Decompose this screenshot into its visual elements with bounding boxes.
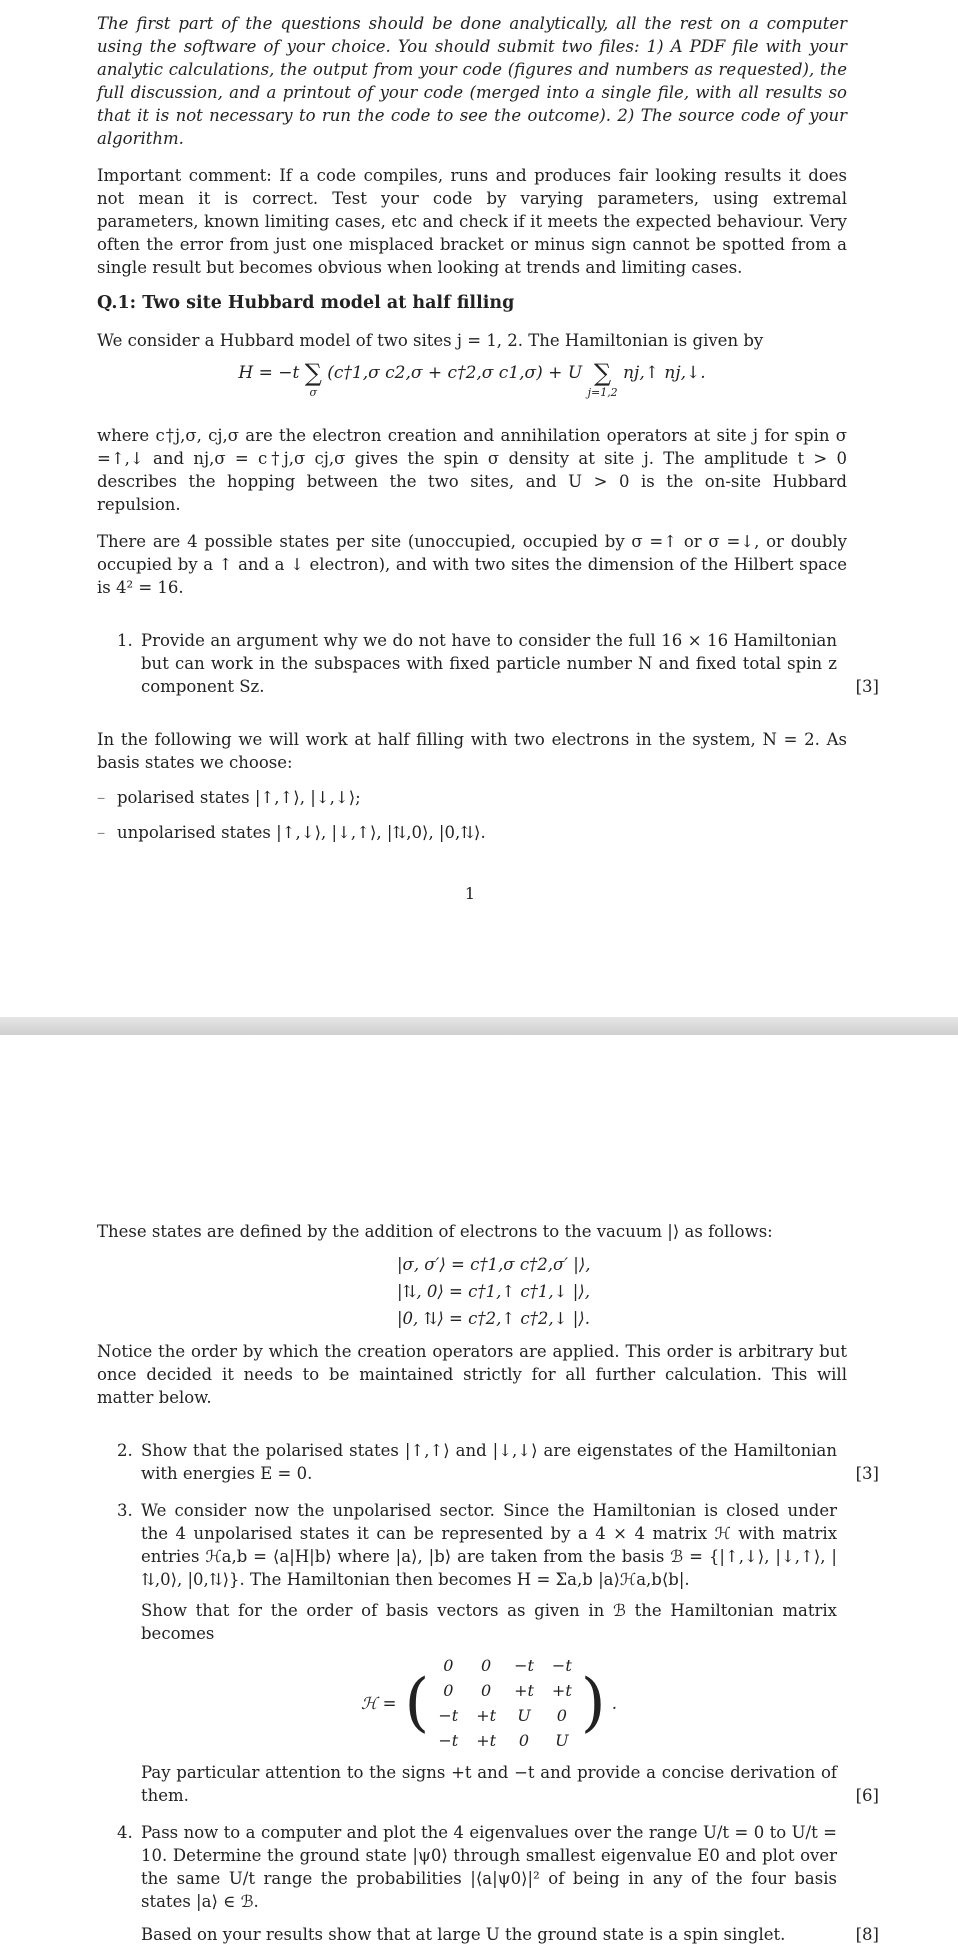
ham-terms: (c†1,σ c2,σ + c†2,σ c1,σ) + U	[327, 363, 583, 383]
q4-marks: [8]	[855, 1925, 879, 1944]
hubbard-intro: We consider a Hubbard model of two sites j = 1, 2. The Hamiltonian is given by	[97, 331, 764, 350]
bullet-dash: –	[97, 823, 106, 842]
matrix-cell: U	[517, 1706, 531, 1725]
matrix-cell: 0	[518, 1731, 530, 1750]
operator-definitions: where c†j,σ, cj,σ are the electron creation and annihilation operators at site j for spin σ =↑,↓ and nj,σ = c†j,σ cj,σ gives the spin σ density at site j. The amplitude t > 0 describes the hopping between the two sites, and U > 0 is the on-site Hubbard repulsion.	[97, 426, 847, 514]
ham-end: nj,↑ nj,↓.	[623, 363, 706, 383]
q1-marks: [3]	[855, 677, 879, 696]
order-notice: Notice the order by which the creation operators are applied. This order is arbitrary but once decided it needs to be maintained strictly for all further calculation. This will matter below.	[97, 1342, 847, 1407]
q3-text-3: Pay particular attention to the signs +t and −t and provide a concise derivation of them.	[141, 1763, 837, 1805]
matrix-cell: −t	[514, 1656, 534, 1675]
page-2-content	[97, 1220, 879, 1946]
matrix-lhs: ℋ =	[361, 1693, 397, 1713]
def-sigma: |σ, σ′⟩ = c†1,σ c†2,σ′ |⟩,	[397, 1255, 591, 1274]
paren-left: (	[404, 1666, 430, 1740]
sum-symbol-1: ∑	[304, 359, 322, 387]
question-3	[97, 1499, 879, 1807]
matrix-cell: U	[555, 1731, 569, 1750]
sum-sub-1: σ	[309, 386, 318, 399]
hamiltonian-matrix	[141, 1653, 837, 1753]
page-number: 1	[464, 884, 476, 903]
q4-number: 4.	[117, 1823, 133, 1842]
intro-paragraph: The first part of the questions should be done analytically, all the rest on a computer using the software of your choice. You should submit two files: 1) A PDF file with your analytic calculations, the output from your code (figures and numbers as requested), the full discussion, and a printout of your code (merged into a single file, with all results so that it is not necessary to run the code to see the outcome). 2) The source code of your algorithm.	[97, 14, 847, 148]
matrix-cell: −t	[438, 1731, 459, 1750]
def-double-2: |0, ⇅⟩ = c†2,↑ c†2,↓ |⟩.	[397, 1309, 590, 1328]
page-2	[0, 1035, 958, 1944]
bullet-polarised-text: polarised states |↑,↑⟩, |↓,↓⟩;	[117, 788, 361, 807]
q3-text: We consider now the unpolarised sector. Since the Hamiltonian is closed under the 4 unpolarised states it can be represented by a 4 × 4 matrix ℋ with matrix entries ℋa,b = ⟨a|H|b⟩ where |a⟩, |b⟩ are taken from the basis ℬ = {|↑,↓⟩, |↓,↑⟩, |⇅,0⟩, |0,⇅⟩}. The Hamiltonian then becomes H = Σa,b |a⟩ℋa,b⟨b|.	[141, 1501, 837, 1589]
matrix-cell: 0	[443, 1656, 454, 1675]
matrix-cell: 0	[481, 1656, 492, 1675]
q1-text: Provide an argument why we do not have to consider the full 16 × 16 Hamiltonian but can work in the subspaces with fixed particle number N and fixed total spin z component Sz.	[141, 631, 837, 696]
q3-marks: [6]	[855, 1786, 879, 1805]
hamiltonian-equation	[97, 359, 847, 406]
bullet-polarised	[97, 786, 847, 809]
paren-right: )	[580, 1666, 606, 1740]
question-heading: Q.1: Two site Hubbard model at half filling	[97, 293, 515, 313]
half-filling-paragraph: In the following we will work at half filling with two electrons in the system, N = 2. As basis states we choose:	[97, 730, 847, 772]
matrix-cell: +t	[476, 1706, 497, 1725]
def-double-1: |⇅, 0⟩ = c†1,↑ c†1,↓ |⟩,	[397, 1282, 590, 1301]
matrix-cell: 0	[443, 1681, 454, 1700]
matrix-cell: 0	[481, 1681, 492, 1700]
hilbert-space: There are 4 possible states per site (unoccupied, occupied by σ =↑ or σ =↓, or doubly occupied by a ↑ and a ↓ electron), and with two sites the dimension of the Hilbert space is 4² = 16.	[97, 532, 847, 597]
bullet-unpolarised-text: unpolarised states |↑,↓⟩, |↓,↑⟩, |⇅,0⟩, |0,⇅⟩.	[117, 823, 486, 842]
q3-text-2: Show that for the order of basis vectors as given in ℬ the Hamiltonian matrix becomes	[141, 1601, 837, 1643]
sum-symbol-2: ∑	[594, 359, 612, 387]
matrix-cell: +t	[551, 1681, 572, 1700]
q1-number: 1.	[117, 631, 133, 650]
vacuum-definition: These states are defined by the addition of electrons to the vacuum |⟩ as follows:	[97, 1222, 773, 1241]
matrix-cell: −t	[438, 1706, 459, 1725]
matrix-table	[429, 1653, 580, 1753]
bullet-dash: –	[97, 788, 106, 807]
q3-number: 3.	[117, 1501, 133, 1520]
matrix-cell: +t	[514, 1681, 534, 1700]
q2-marks: [3]	[855, 1464, 879, 1483]
page-separator	[0, 1017, 958, 1035]
matrix-cell: 0	[556, 1706, 567, 1725]
matrix-end: .	[611, 1693, 617, 1713]
question-1	[97, 629, 879, 698]
important-comment: Important comment: If a code compiles, runs and produces fair looking results it does not mean it is correct. Test your code by varying parameters, using extremal parameters, known limiting cases, etc and check if it meets the expected behaviour. Very often the error from just one misplaced bracket or minus sign cannot be spotted from a single result but becomes obvious when looking at trends and limiting cases.	[97, 166, 847, 277]
matrix-cell: +t	[476, 1731, 497, 1750]
q4-text: Pass now to a computer and plot the 4 eigenvalues over the range U/t = 0 to U/t = 10. Determine the ground state |ψ0⟩ through smallest eigenvalue E0 and plot over the same U/t range the probabilities |⟨a|ψ0⟩|² of being in any of the four basis states |a⟩ ∈ ℬ.	[141, 1823, 837, 1911]
ham-lhs: H = −t	[238, 363, 300, 383]
question-2	[97, 1439, 879, 1485]
question-4	[97, 1821, 879, 1946]
matrix-cell: −t	[551, 1656, 572, 1675]
q2-number: 2.	[117, 1441, 133, 1460]
bullet-unpolarised	[97, 821, 847, 844]
q4-text-2: Based on your results show that at large U the ground state is a spin singlet.	[141, 1925, 786, 1944]
sum-sub-2: j=1,2	[587, 386, 618, 399]
q2-text: Show that the polarised states |↑,↑⟩ and |↓,↓⟩ are eigenstates of the Hamiltonian with energies E = 0.	[141, 1441, 837, 1483]
page-1-content	[97, 12, 879, 844]
state-definitions	[97, 1251, 847, 1332]
